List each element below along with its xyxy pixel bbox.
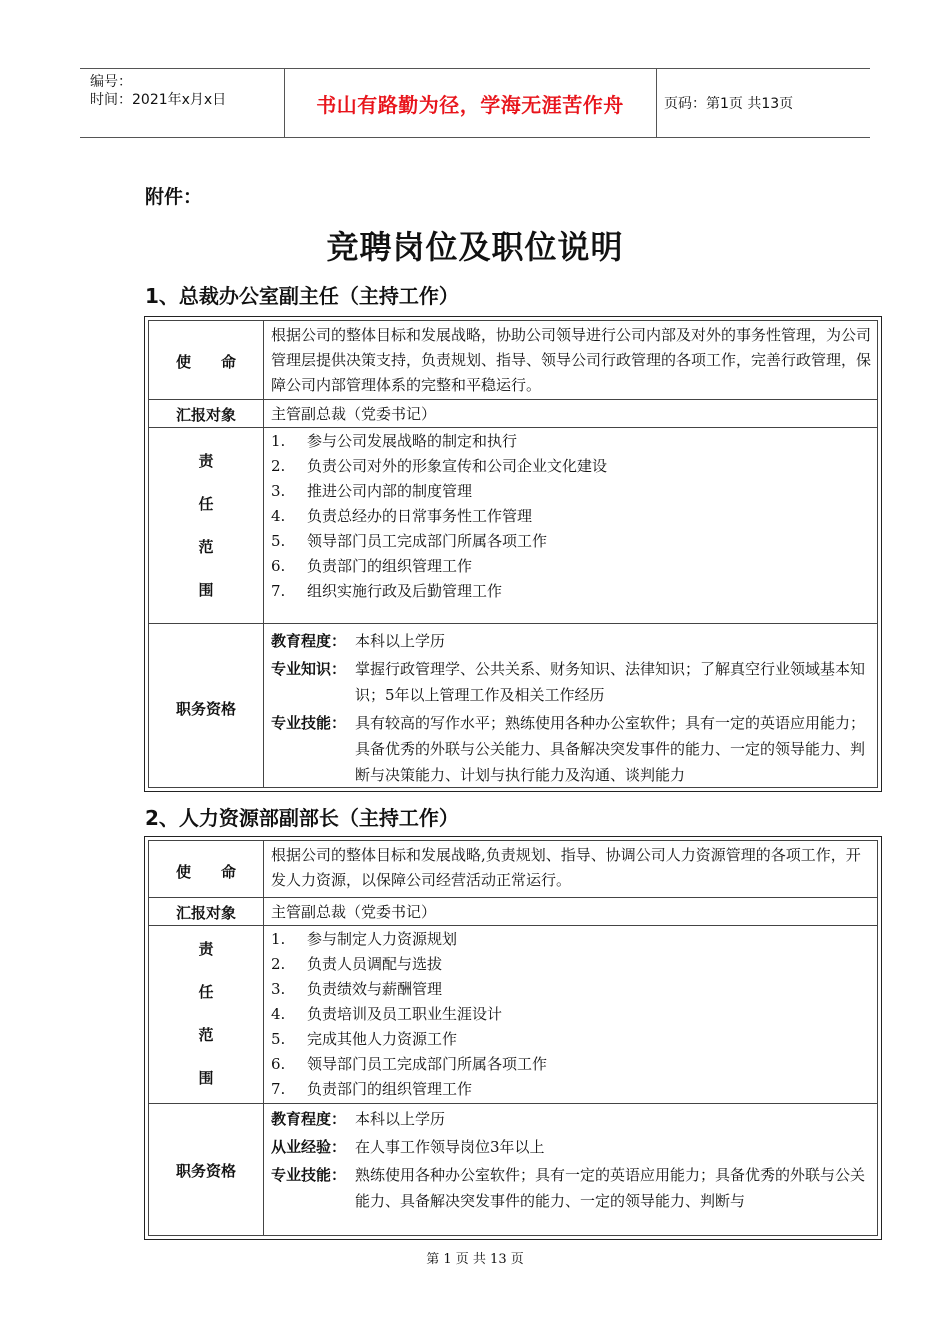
list-item: 5. 完成其他人力资源工作	[271, 1030, 458, 1048]
mission-label: 使 命	[175, 353, 236, 371]
header-motto: 书山有路勤为径，学海无涯苦作舟	[316, 93, 624, 117]
qualification-row	[149, 623, 877, 788]
report-row	[149, 897, 877, 926]
list-item: 7. 负责部门的组织管理工作	[271, 1080, 473, 1098]
attachment-label: 附件：	[145, 186, 203, 208]
list-item: 5. 领导部门员工完成部门所属各项工作	[271, 532, 548, 550]
list-item: 6. 领导部门员工完成部门所属各项工作	[271, 1055, 548, 1073]
list-item: 1. 参与制定人力资源规划	[271, 930, 458, 948]
scope-row	[149, 925, 877, 1104]
qualification-item: 专业技能： 具有较高的写作水平；熟练使用各种办公室软件；具有一定的英语应用能力；具备优秀的外联与公关能力、具备解决突发事件的能力、一定的领导能力、判断与决策能力、计划与执行能力及沟通、谈判能力	[271, 714, 866, 784]
list-item: 7. 组织实施行政及后勤管理工作	[271, 582, 503, 600]
document-header	[80, 68, 870, 138]
role-table	[144, 316, 882, 792]
mission-text: 根据公司的整体目标和发展战略，协助公司领导进行公司内部及对外的事务性管理，为公司管理层提供决策支持，负责规划、指导、领导公司行政管理的各项工作，完善行政管理，保障公司内部管理体系的完整和平稳运行。	[271, 326, 872, 394]
page-footer: 第 1 页 共 13 页	[426, 1252, 524, 1267]
qualification-label: 职务资格	[175, 1162, 236, 1180]
report-to: 主管副总裁（党委书记）	[271, 903, 437, 921]
report-row	[149, 399, 877, 428]
scope-label: 责 任 范 围	[198, 940, 214, 1087]
scope-list	[271, 927, 871, 1102]
qualification-label: 职务资格	[175, 700, 236, 718]
report-to: 主管副总裁（党委书记）	[271, 405, 437, 423]
scope-list	[271, 429, 871, 604]
qualification-item: 教育程度： 本科以上学历	[271, 632, 446, 650]
qualification-item: 专业知识： 掌握行政管理学、公共关系、财务知识、法律知识；了解真空行业领域基本知识；5年以上管理工作及相关工作经历	[271, 660, 866, 704]
qualification-item: 专业技能： 熟练使用各种办公室软件；具有一定的英语应用能力；具备优秀的外联与公关能力、具备解决突发事件的能力、一定的领导能力、判断与	[271, 1166, 866, 1210]
mission-row	[149, 321, 877, 399]
scope-row	[149, 427, 877, 624]
list-item: 2. 负责公司对外的形象宣传和公司企业文化建设	[271, 457, 608, 475]
section-heading: 2、人力资源部副部长（主持工作）	[145, 806, 459, 830]
qualification-item: 从业经验： 在人事工作领导岗位3年以上	[271, 1138, 545, 1156]
scope-label: 责 任 范 围	[198, 452, 214, 599]
qualification-row	[149, 1103, 877, 1236]
mission-label: 使 命	[175, 863, 236, 881]
list-item: 1. 参与公司发展战略的制定和执行	[271, 432, 518, 450]
mission-text: 根据公司的整体目标和发展战略,负责规划、指导、协调公司人力资源管理的各项工作，开发人力资源，以保障公司经营活动正常运行。	[271, 846, 861, 889]
list-item: 4. 负责培训及员工职业生涯设计	[271, 1005, 503, 1023]
page-title: 竞聘岗位及职位说明	[326, 228, 624, 266]
report-label: 汇报对象	[175, 904, 236, 922]
header-page-info: 页码：第1页 共13页	[664, 96, 794, 112]
role-table	[144, 836, 882, 1240]
header-divider	[656, 69, 657, 137]
list-item: 4. 负责总经办的日常事务性工作管理	[271, 507, 533, 525]
list-item: 3. 推进公司内部的制度管理	[271, 482, 473, 500]
section-heading: 1、总裁办公室副主任（主持工作）	[145, 284, 459, 308]
document-number-label: 编号：	[90, 74, 132, 90]
report-label: 汇报对象	[175, 406, 236, 424]
document-date: 时间：2021年x月x日	[90, 92, 227, 108]
list-item: 3. 负责绩效与薪酬管理	[271, 980, 443, 998]
header-meta	[90, 73, 226, 109]
qualification-item: 教育程度： 本科以上学历	[271, 1110, 446, 1128]
list-item: 6. 负责部门的组织管理工作	[271, 557, 473, 575]
list-item: 2. 负责人员调配与选拔	[271, 955, 443, 973]
mission-row	[149, 841, 877, 897]
